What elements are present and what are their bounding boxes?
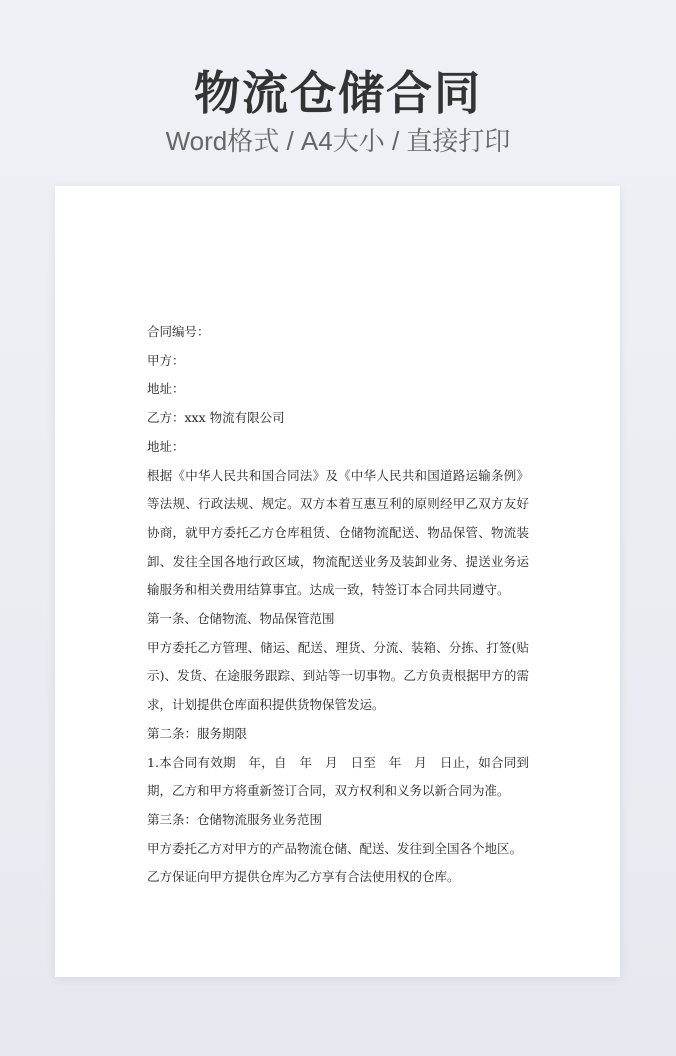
article-3-body-2: 乙方保证向甲方提供仓库为乙方享有合法使用权的仓库。 bbox=[147, 869, 460, 885]
page-header bbox=[0, 62, 676, 158]
article-1-body: 甲方委托乙方管理、储运、配送、理货、分流、装箱、分拣、打签(贴示)、发货、在途服务跟踪、到站等一切事物。乙方负责根据甲方的需求，计划提供仓库面积提供货物保管发运。 bbox=[147, 639, 529, 713]
document-page bbox=[55, 186, 620, 977]
party-b-line: 乙方：xxx 物流有限公司 bbox=[147, 410, 285, 426]
article-2-title: 第二条：服务期限 bbox=[147, 725, 248, 741]
party-b-address-line: 地址： bbox=[147, 438, 185, 454]
page-subtitle: Word格式 / A4大小 / 直接打印 bbox=[165, 126, 511, 156]
article-3-body-1: 甲方委托乙方对甲方的产品物流仓储、配送、发往到全国各个地区。 bbox=[147, 840, 523, 856]
party-a-address-line: 地址： bbox=[147, 381, 185, 397]
preamble-paragraph: 根据《中华人民共和国合同法》及《中华人民共和国道路运输条例》等法规、行政法规、规定。双方本着互惠互利的原则经甲乙双方友好协商，就甲方委托乙方仓库租赁、仓储物流配送、物品保管、物流装卸、发往全国各地行政区域，物流配送业务及装卸业务、提送业务运输服务和相关费用结算事宜。达成一致，特签订本合同共同遵守。 bbox=[147, 467, 529, 598]
contract-number-line: 合同编号： bbox=[147, 324, 210, 339]
article-3-title: 第三条：仓储物流服务业务范围 bbox=[147, 811, 323, 827]
article-1-title: 第一条、仓储物流、物品保管范围 bbox=[147, 611, 335, 627]
party-a-line: 甲方： bbox=[147, 352, 185, 368]
contract-body bbox=[147, 318, 529, 892]
page-title: 物流仓储合同 bbox=[194, 66, 482, 120]
article-2-body: 1.本合同有效期 年，自 年 月 日至 年 月 日止，如合同到期，乙方和甲方将重新签订合同，双方权利和义务以新合同为准。 bbox=[147, 754, 529, 799]
